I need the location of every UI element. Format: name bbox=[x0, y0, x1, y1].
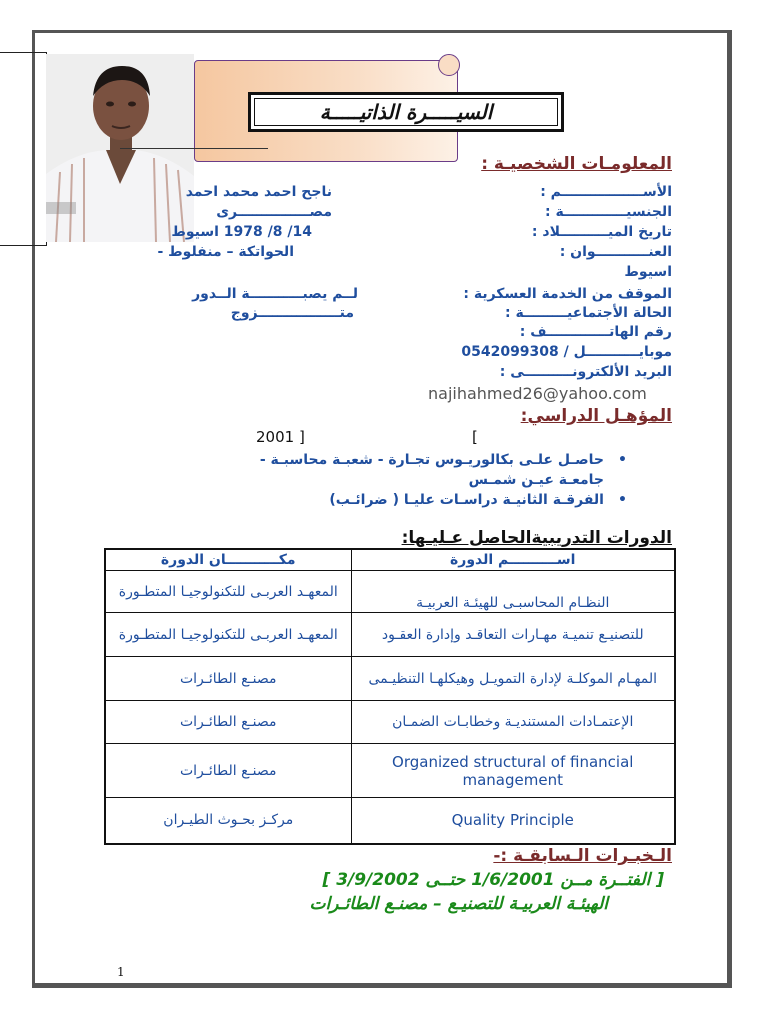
table-row bbox=[105, 613, 675, 657]
address-continued: اسيوط bbox=[624, 264, 672, 280]
page-title: السيـــــرة الذاتيـــــة bbox=[254, 98, 558, 126]
course-name: المهـام الموكلـة لإدارة التمويـل وهيكلهـا التنظيـمى bbox=[351, 657, 675, 701]
education-line-1: حاصـل علـى بكالوريـوس تجـارة - شعبـة محاسبـة - bbox=[259, 452, 604, 468]
course-name: النظـام المحاسبـى للهيئـة العربيـة bbox=[351, 571, 675, 613]
course-place: المعهـد العربـى للتكنولوجيـا المتطـورة bbox=[105, 613, 351, 657]
label-military: الموقف من الخدمة العسكرية : bbox=[463, 286, 672, 302]
label-address: العنـــــــــــوان : bbox=[559, 244, 672, 260]
course-place: مصنـع الطائـرات bbox=[105, 744, 351, 798]
email-value: najihahmed26@yahoo.com bbox=[428, 384, 647, 403]
course-place: المعهـد العربـى للتكنولوجيـا المتطـورة bbox=[105, 571, 351, 613]
table-row bbox=[105, 798, 675, 844]
course-place: مركـز بحـوث الطيـران bbox=[105, 798, 351, 844]
education-line-2: جامعـة عيـن شمـس bbox=[468, 472, 604, 488]
label-marital: الحالة الأجتماعيـــــــــة : bbox=[504, 305, 672, 321]
mobile-number: موبايـــــــــــل / 0542099308 bbox=[461, 344, 672, 360]
value-birth: 14/ 8/ 1978 اسيوط bbox=[171, 224, 312, 240]
side-bracket bbox=[0, 52, 47, 246]
banner-curl bbox=[438, 54, 460, 76]
page-number: 1 bbox=[117, 965, 125, 979]
col-course-place: مكـــــــــــان الدورة bbox=[105, 549, 351, 571]
table-row bbox=[105, 744, 675, 798]
course-place: مصنـع الطائـرات bbox=[105, 701, 351, 744]
label-birth: تاريخ الميــــــــــلاد : bbox=[531, 224, 672, 240]
experience-period: [ الفتــرة مــن 1/6/2001 حتــى 3/9/2002 ] bbox=[322, 870, 664, 890]
label-nationality: الجنسيـــــــــــــة : bbox=[545, 204, 672, 220]
value-nationality: مصـــــــــــــــرى bbox=[216, 204, 332, 220]
table-row bbox=[105, 657, 675, 701]
value-address: الحواتكة – منفلوط - bbox=[157, 244, 294, 260]
table-row bbox=[105, 571, 675, 613]
value-marital: متـــــــــــــــــزوج bbox=[230, 305, 354, 321]
divider-line bbox=[120, 148, 268, 149]
label-phone: رقم الهاتـــــــــــــف : bbox=[519, 324, 672, 340]
experience-heading: الـخبـرات الـسابقـة :- bbox=[493, 846, 672, 866]
courses-heading: الدورات التدريبيةالحاصل عـليـها: bbox=[401, 528, 672, 548]
bullet-dot: • bbox=[618, 492, 627, 508]
title-box bbox=[248, 92, 564, 132]
bullet-dot: • bbox=[618, 452, 627, 468]
course-name: Quality Principle bbox=[351, 798, 675, 844]
experience-employer: الهيئـة العربيـة للتصنيـع – مصنـع الطائـرات bbox=[309, 894, 608, 914]
graduation-year: 2001 ] bbox=[256, 428, 305, 446]
value-name: ناجح احمد محمد احمد bbox=[185, 184, 332, 200]
col-course-name: اســــــــــم الدورة bbox=[351, 549, 675, 571]
courses-table bbox=[104, 548, 676, 845]
education-line-3: الفرقـة الثانيـة دراسـات عليـا ( ضرائـب) bbox=[329, 492, 604, 508]
year-bracket-open: [ bbox=[472, 428, 478, 446]
label-email: البريد الألكترونــــــــــى : bbox=[499, 364, 672, 380]
value-military: لــم يصبـــــــــــة الــدور bbox=[192, 286, 358, 302]
personal-heading: المعلومـات الشخصيـة : bbox=[481, 154, 672, 174]
course-place: مصنـع الطائـرات bbox=[105, 657, 351, 701]
course-name: Organized structural of financial management bbox=[351, 744, 675, 798]
course-name: الإعتمـادات المستنديـة وخطابـات الضمـان bbox=[351, 701, 675, 744]
label-name: الأســـــــــــــــــم : bbox=[540, 184, 672, 200]
table-row bbox=[105, 701, 675, 744]
education-heading: المؤهـل الدراسي: bbox=[520, 406, 672, 426]
course-name: للتصنيـع تنميـة مهـارات التعاقـد وإدارة العقـود bbox=[351, 613, 675, 657]
table-header-row bbox=[105, 549, 675, 571]
